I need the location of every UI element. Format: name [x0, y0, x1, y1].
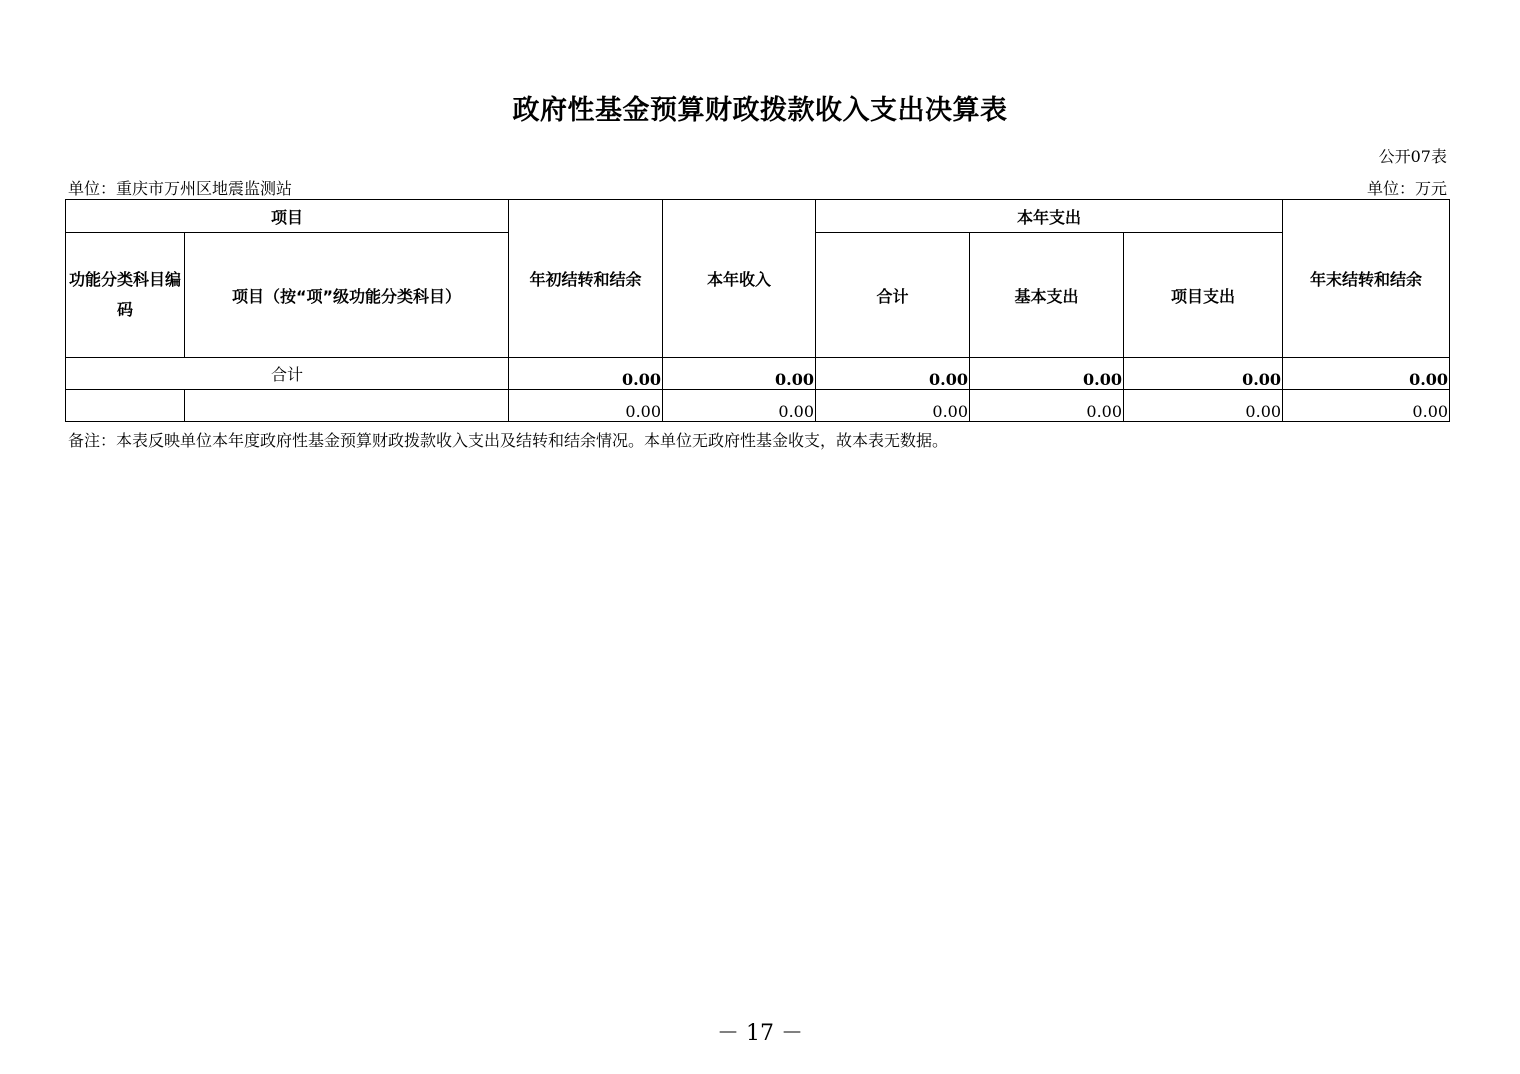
total-basic: 0.00 — [970, 358, 1124, 390]
reporting-unit: 单位：重庆市万州区地震监测站 — [68, 179, 293, 198]
header-basic-expense: 基本支出 — [970, 233, 1124, 358]
header-code: 功能分类科目编码 — [66, 233, 185, 358]
data-project: 0.00 — [1124, 390, 1283, 422]
header-item: 项目（按“项”级功能分类科目） — [185, 233, 509, 358]
total-closing: 0.00 — [1283, 358, 1450, 390]
currency-unit: 单位：万元 — [1366, 179, 1447, 198]
header-row-1 — [66, 200, 1450, 233]
budget-table — [65, 199, 1450, 422]
header-opening-balance: 年初结转和结余 — [509, 200, 663, 358]
data-opening: 0.00 — [509, 390, 663, 422]
total-project: 0.00 — [1124, 358, 1283, 390]
total-opening: 0.00 — [509, 358, 663, 390]
header-project: 项目 — [66, 200, 509, 233]
header-project-expense: 项目支出 — [1124, 233, 1283, 358]
header-expense-total: 合计 — [816, 233, 970, 358]
form-code: 公开07表 — [1378, 147, 1447, 166]
data-expense: 0.00 — [816, 390, 970, 422]
data-basic: 0.00 — [970, 390, 1124, 422]
total-label: 合计 — [66, 358, 509, 390]
header-income: 本年收入 — [663, 200, 816, 358]
page-number: － 17 － — [717, 1021, 803, 1046]
data-item — [185, 390, 509, 422]
header-closing-balance: 年末结转和结余 — [1283, 200, 1450, 358]
document-title: 政府性基金预算财政拨款收入支出决算表 — [512, 95, 1008, 126]
total-expense: 0.00 — [816, 358, 970, 390]
data-code — [66, 390, 185, 422]
data-row — [66, 390, 1450, 422]
data-closing: 0.00 — [1283, 390, 1450, 422]
data-income: 0.00 — [663, 390, 816, 422]
table-note: 备注：本表反映单位本年度政府性基金预算财政拨款收入支出及结转和结余情况。本单位无政府性基金收支，故本表无数据。 — [68, 431, 949, 450]
total-row — [66, 358, 1450, 390]
total-income: 0.00 — [663, 358, 816, 390]
header-expense-group: 本年支出 — [816, 200, 1283, 233]
